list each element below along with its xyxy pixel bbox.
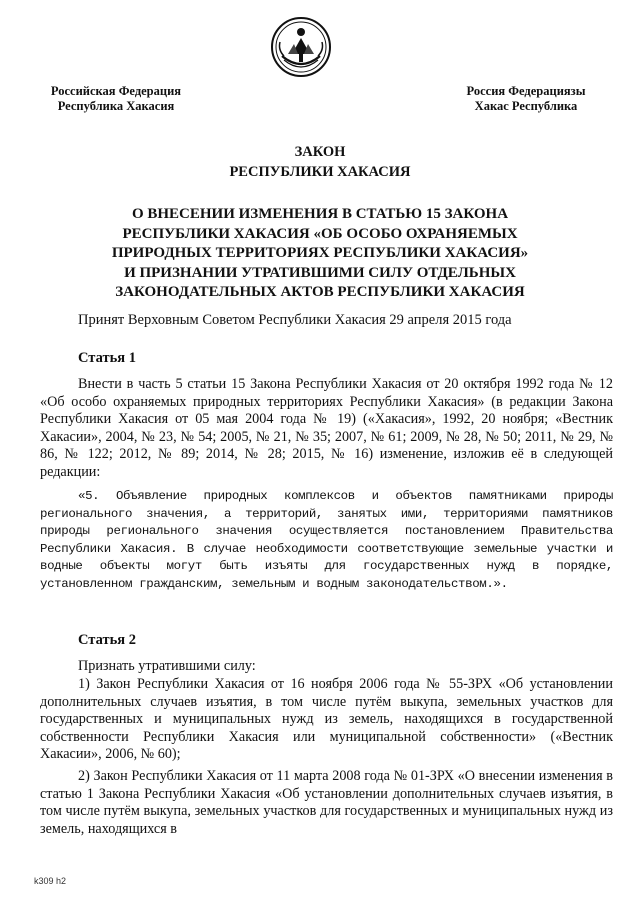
article-2-heading: Статья 2 xyxy=(78,632,136,648)
article-1-heading: Статья 1 xyxy=(78,350,136,366)
article-2-intro: Признать утратившими силу: xyxy=(78,658,256,674)
law-subtitle-line2: РЕСПУБЛИКИ ХАКАСИЯ «ОБ ОСОБО ОХРАНЯЕМЫХ xyxy=(122,225,518,242)
law-subtitle-line4: И ПРИЗНАНИИ УТРАТИВШИМИ СИЛУ ОТДЕЛЬНЫХ xyxy=(124,264,516,281)
law-subtitle xyxy=(40,205,600,303)
law-subtitle-line3: ПРИРОДНЫХ ТЕРРИТОРИЯХ РЕСПУБЛИКИ ХАКАСИЯ» xyxy=(111,245,529,261)
article-2-item-2: 2) Закон Республики Хакасия от 11 марта 2008 года № 01-ЗРХ «О внесении изменения в статью 1 Закона Республики Хакасия «Об установлении дополнительных случаев изъятия, в том числе путём выкупа, земельных участков для государственных и муниципальных нужд из земель, находящихся в xyxy=(40,768,613,837)
header-left-country: Российская Федерация xyxy=(50,84,182,98)
law-title xyxy=(0,142,640,182)
header-right xyxy=(446,84,606,114)
adoption-statement: Принят Верховным Советом Республики Хакасия 29 апреля 2015 года xyxy=(78,312,512,328)
header-left xyxy=(36,84,196,114)
footer-code: k309 h2 xyxy=(34,876,67,886)
law-title-line2: РЕСПУБЛИКИ ХАКАСИЯ xyxy=(229,164,411,180)
article-1-text: Внести в часть 5 статьи 15 Закона Республики Хакасия от 20 октября 1992 года № 12 «Об особо охраняемых природных территориях Республики Хакасия» (в редакции Закона Республики Хакасия от 05 мая 2004 года № 19) («Хакасия», 1992, 20 ноября; «Вестник Хакасии», 2004, № 23, № 54; 2005, № 21, № 35; 2007, № 61; 2009, № 28, № 50; 2011, № 29, № 86, № 122; 2012, № 89; 2014, № 28; 2015, № 16) изменение, изложив её в следующей редакции: xyxy=(40,376,613,480)
article-1-quote: «5. Объявление природных комплексов и объектов памятниками природы регионального значения, а территорий, занятых ими, территориями памятников природы регионального значения осуществляется постановлением Правительства Республики Хакасия. В случае необходимости соответствующие земельные участки и водные объекты могут быть изъяты для государственных нужд в порядке, установленном гражданским, земельным и водным законодательством.». xyxy=(40,489,613,591)
law-subtitle-line1: О ВНЕСЕНИИ ИЗМЕНЕНИЯ В СТАТЬЮ 15 ЗАКОНА xyxy=(131,206,509,222)
coat-of-arms-emblem xyxy=(270,16,332,78)
law-subtitle-line5: ЗАКОНОДАТЕЛЬНЫХ АКТОВ РЕСПУБЛИКИ ХАКАСИЯ xyxy=(115,284,525,300)
header-left-republic: Республика Хакасия xyxy=(57,99,175,113)
header-right-republic: Хакас Республика xyxy=(474,99,578,113)
law-title-line1: ЗАКОН xyxy=(294,144,346,160)
article-2-item-1: 1) Закон Республики Хакасия от 16 ноября 2006 года № 55-ЗРХ «Об установлении дополнительных случаев изъятия, в том числе путём выкупа, земельных участков для государственных и муниципальных нужд из земель, находящихся в государственной собственности Республики Хакасия или муниципальной собственности» («Вестник Хакасии», 2006, № 60); xyxy=(40,676,613,763)
header-right-country: Россия Федерациязы xyxy=(466,84,586,98)
